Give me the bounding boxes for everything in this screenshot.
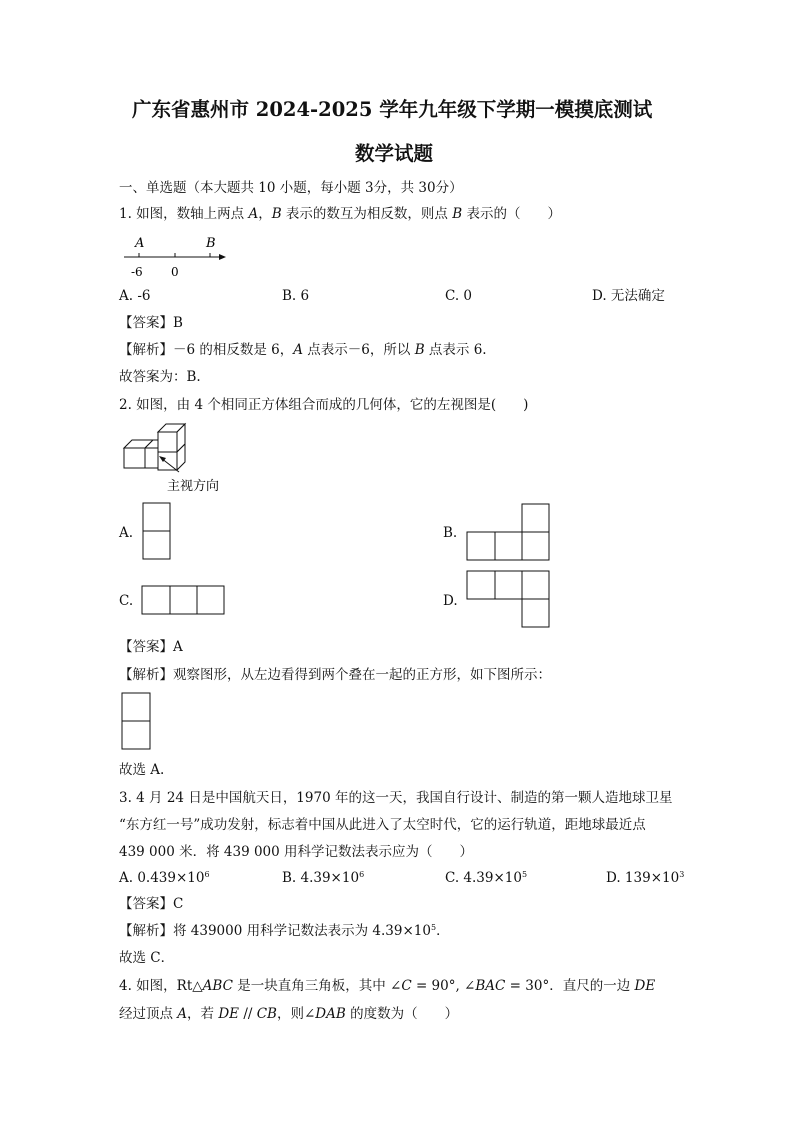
title-line-1: 广东省惠州市 2024-2025 学年九年级下学期一模摸底测试 <box>132 98 653 121</box>
title-line-2: 数学试题 <box>355 142 434 165</box>
q2-analysis-figure <box>121 692 153 750</box>
q1-option-c: C. 0 <box>445 288 473 304</box>
q1-conclusion: 故答案为：B. <box>119 369 201 385</box>
q2-cube-figure <box>119 420 239 500</box>
q2-option-a-figure <box>142 502 172 560</box>
q2-option-a-label: A. <box>119 525 134 541</box>
q2-fig-label: 主视方向 <box>167 479 220 494</box>
numberline-tick-0: 0 <box>171 265 179 279</box>
q1-option-d: D. 无法确定 <box>592 288 665 304</box>
q1-stem: 1. 如图，数轴上两点 A，B 表示的数互为相反数，则点 B 表示的（ ） <box>119 206 561 222</box>
q2-option-d-label: D. <box>443 593 458 609</box>
q3-analysis: 【解析】将 439000 用科学记数法表示为 $4.39\times 10^5$． <box>119 923 450 939</box>
q3-conclusion: 故选 C． <box>119 950 175 966</box>
numberline-tick-neg6: -6 <box>131 265 143 279</box>
q1-answer: 【答案】B <box>119 315 183 331</box>
q3-answer: 【答案】C <box>119 896 184 912</box>
q3-line-3: 439 000 米．将 439 000 用科学记数法表示应为（ ） <box>119 844 474 860</box>
q2-option-d-figure <box>466 570 552 628</box>
q3-option-b: B. $4.39\times 10^6$ <box>282 870 365 886</box>
q1-number-line <box>120 232 235 280</box>
q2-option-c-figure <box>141 585 227 615</box>
q2-option-b-figure <box>466 503 552 561</box>
q4-line-1: 4. 如图，Rt△ABC 是一块直角三角板，其中 ∠C = 90°, ∠BAC = 30°．直尺的一边 DE <box>119 978 656 994</box>
numberline-label-b: B <box>206 236 216 251</box>
q2-answer: 【答案】A <box>119 639 183 655</box>
q2-option-b-label: B. <box>443 525 458 541</box>
q2-analysis: 【解析】观察图形，从左边看得到两个叠在一起的正方形，如下图所示： <box>119 667 551 683</box>
section-heading: 一、单选题（本大题共 10 小题，每小题 3分，共 30分） <box>119 180 463 196</box>
q2-conclusion: 故选 A. <box>119 762 165 778</box>
q3-line-1: 3. 4 月 24 日是中国航天日，1970 年的这一天，我国自行设计、制造的第一颗人造地球卫星 <box>119 790 673 806</box>
q3-line-2: “东方红一号”成功发射，标志着中国从此进入了太空时代，它的运行轨道，距地球最近点 <box>119 817 646 833</box>
q1-option-a: A. -6 <box>119 288 151 304</box>
q3-option-d: D. $139\times 10^3$ <box>606 870 685 886</box>
q2-stem: 2. 如图，由 4 个相同正方体组合而成的几何体，它的左视图是( ) <box>119 397 529 413</box>
q1-option-b: B. 6 <box>282 288 310 304</box>
q3-option-c: C. $4.39\times 10^5$ <box>445 870 528 886</box>
q3-option-a: A. $0.439\times 10^6$ <box>119 870 210 886</box>
q2-option-c-label: C. <box>119 593 134 609</box>
numberline-label-a: A <box>135 236 145 251</box>
q4-line-2: 经过顶点 A，若 DE // CB，则∠DAB 的度数为（ ） <box>119 1006 459 1022</box>
q1-analysis: 【解析】－6 的相反数是 6，A 点表示－6，所以 B 点表示 6. <box>119 342 487 358</box>
